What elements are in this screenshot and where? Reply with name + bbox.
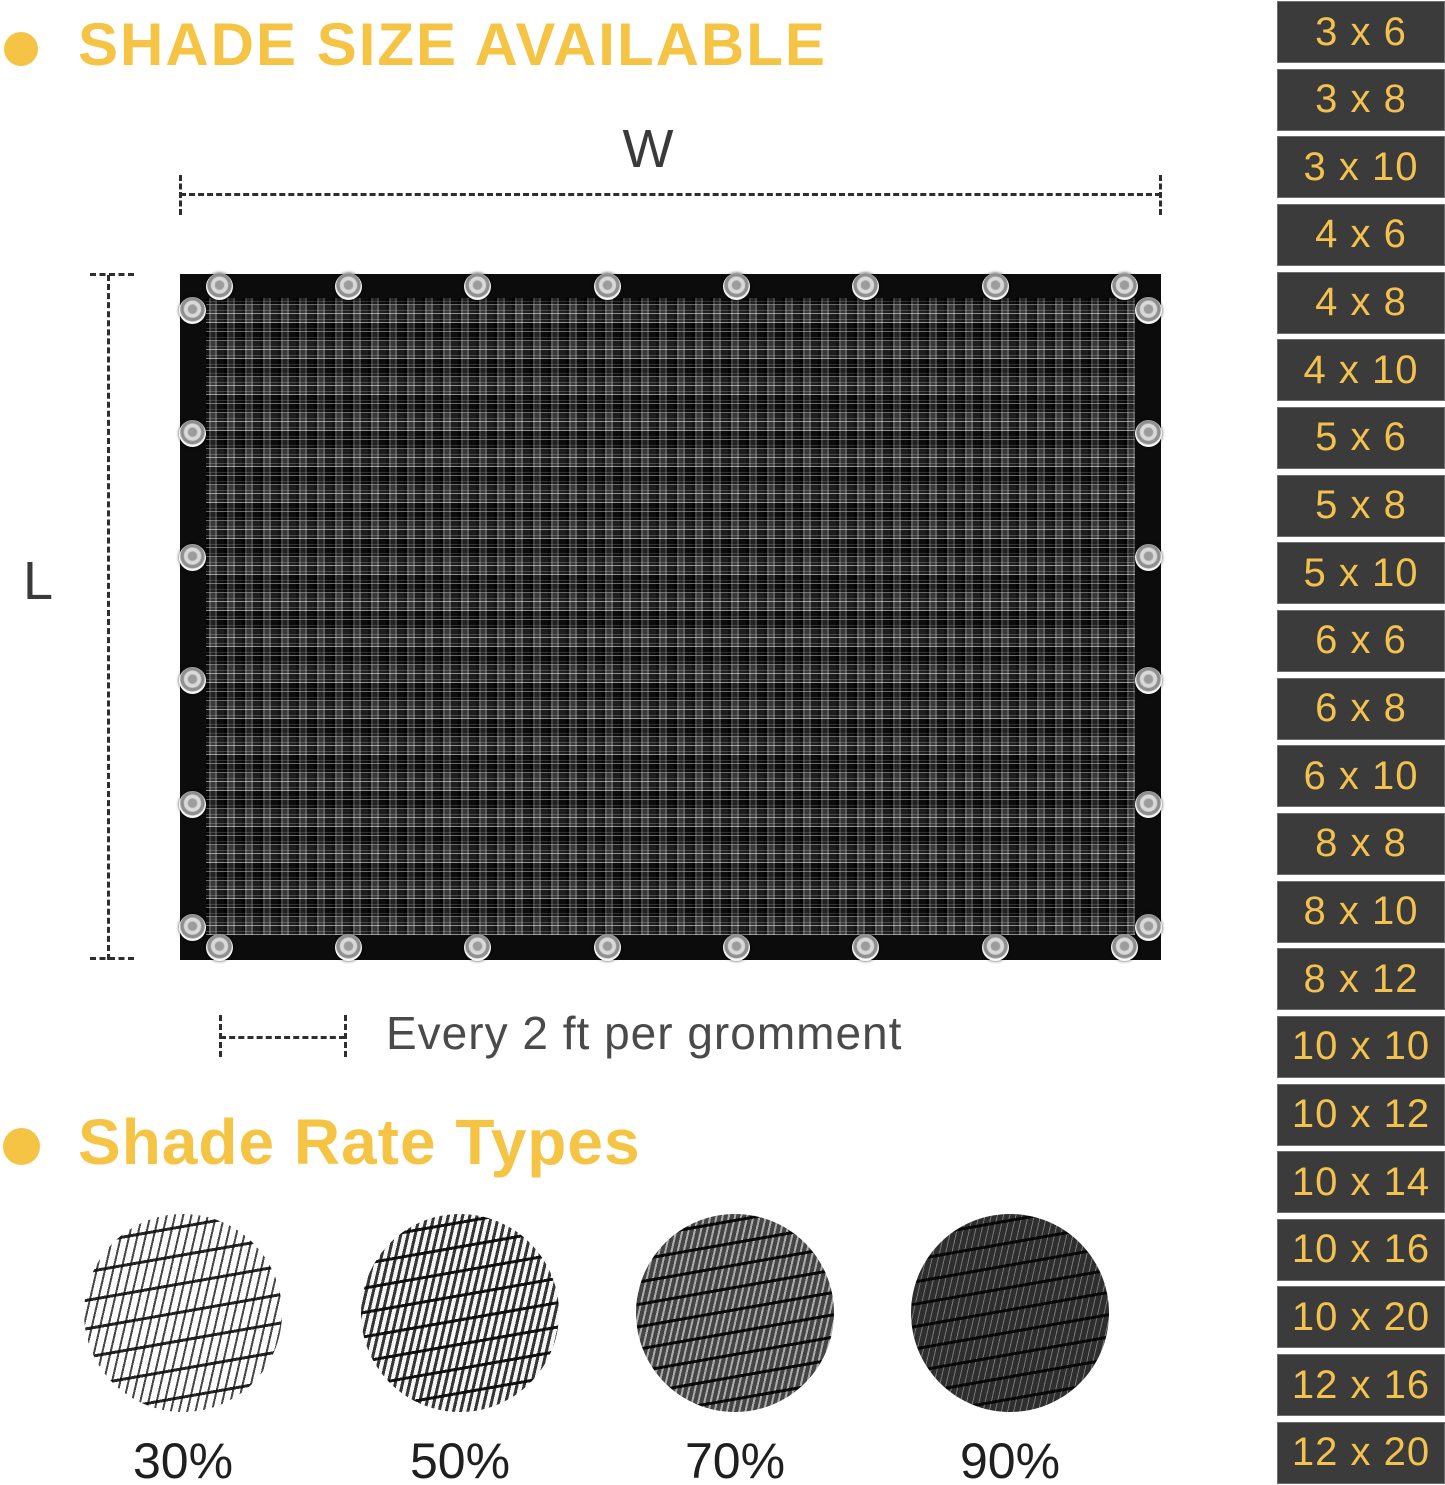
grommet-icon <box>852 273 879 300</box>
grommet-icon <box>1135 544 1162 571</box>
size-option-label: 4 x 6 <box>1315 212 1407 257</box>
size-option-label: 4 x 10 <box>1303 347 1419 392</box>
size-option-label: 10 x 20 <box>1291 1294 1431 1339</box>
size-option-label: 6 x 8 <box>1315 686 1407 731</box>
grommet-icon <box>464 273 491 300</box>
shade-rate-item-50 <box>345 1214 575 1485</box>
grommet-icon <box>1135 667 1162 694</box>
grommet-icon <box>464 934 491 961</box>
grommet-spacing-tick-right <box>344 1015 347 1057</box>
size-option <box>1277 407 1445 469</box>
grommet-icon <box>723 273 750 300</box>
grommet-icon <box>1111 934 1138 961</box>
grommet-icon <box>179 914 206 941</box>
size-option-label: 8 x 12 <box>1303 956 1419 1001</box>
size-option <box>1277 1219 1445 1281</box>
length-dimension-label: L <box>22 551 54 611</box>
grommet-icon <box>335 273 362 300</box>
shade-rate-label: 90% <box>959 1433 1061 1485</box>
size-option <box>1277 745 1445 807</box>
size-option-label: 3 x 10 <box>1303 144 1419 189</box>
shade-rate-label: 50% <box>409 1433 511 1485</box>
length-dimension-line <box>107 275 110 960</box>
length-dimension-tick-bottom <box>90 957 134 960</box>
grommet-icon <box>723 934 750 961</box>
size-option-label: 10 x 14 <box>1291 1159 1431 1204</box>
grommet-icon <box>1135 420 1162 447</box>
size-option <box>1277 1 1445 63</box>
size-section-title: SHADE SIZE AVAILABLE <box>78 11 827 78</box>
grommet-icon <box>206 934 233 961</box>
size-option <box>1277 678 1445 740</box>
grommet-icon <box>179 544 206 571</box>
grommet-icon <box>179 297 206 324</box>
size-option <box>1277 881 1445 943</box>
shade-rate-item-70 <box>620 1214 850 1485</box>
size-option-label: 3 x 6 <box>1315 9 1407 54</box>
size-option-label: 3 x 8 <box>1315 77 1407 122</box>
grommet-icon <box>982 273 1009 300</box>
size-option-label: 10 x 12 <box>1291 1092 1431 1136</box>
mesh-swatch-90-icon <box>911 1214 1109 1412</box>
width-dimension-tick-right <box>1159 175 1162 215</box>
rate-section-title: Shade Rate Types <box>78 1106 641 1178</box>
shade-rate-item-90 <box>895 1214 1125 1485</box>
size-option-label: 4 x 8 <box>1315 280 1407 325</box>
size-option-label: 8 x 8 <box>1315 821 1407 866</box>
mesh-swatch-70-icon <box>636 1214 834 1412</box>
shade-rate-item-30 <box>68 1214 298 1485</box>
grommet-icon <box>852 934 879 961</box>
grommet-icon <box>335 934 362 961</box>
size-option-label: 5 x 8 <box>1315 483 1407 528</box>
size-option <box>1277 1016 1445 1078</box>
shade-rate-label: 30% <box>132 1433 234 1485</box>
size-option-label: 5 x 10 <box>1303 550 1419 595</box>
size-option <box>1277 69 1445 131</box>
width-dimension-line <box>180 193 1161 196</box>
size-option <box>1277 948 1445 1010</box>
size-option-label: 6 x 10 <box>1303 753 1419 798</box>
size-option-label: 8 x 10 <box>1303 889 1419 934</box>
size-section-header <box>4 12 827 78</box>
size-option <box>1277 475 1445 537</box>
grommet-icon <box>1135 914 1162 941</box>
size-option <box>1277 1422 1445 1484</box>
size-option <box>1277 272 1445 334</box>
shade-net-mesh-texture <box>206 298 1135 935</box>
size-option-label: 6 x 6 <box>1315 618 1407 663</box>
grommet-icon <box>982 934 1009 961</box>
mesh-swatch-50-icon <box>361 1214 559 1412</box>
size-option-label: 12 x 20 <box>1291 1430 1431 1475</box>
grommet-icon <box>1135 297 1162 324</box>
bullet-icon <box>4 32 38 66</box>
size-list <box>1277 1 1445 1484</box>
grommet-spacing-tick-left <box>219 1015 222 1057</box>
size-option <box>1277 1084 1445 1146</box>
grommet-spacing-bracket <box>220 1036 345 1039</box>
size-option <box>1277 1151 1445 1213</box>
size-option <box>1277 136 1445 198</box>
size-option <box>1277 813 1445 875</box>
shade-rate-label: 70% <box>684 1433 786 1485</box>
grommet-icon <box>179 420 206 447</box>
size-option <box>1277 610 1445 672</box>
grommet-icon <box>1135 791 1162 818</box>
size-option-label: 10 x 16 <box>1291 1227 1431 1272</box>
length-dimension-tick-top <box>90 273 134 276</box>
shade-net-illustration <box>180 274 1161 960</box>
grommet-icon <box>179 791 206 818</box>
grommet-icon <box>179 667 206 694</box>
rate-section-header <box>3 1106 641 1178</box>
size-option <box>1277 339 1445 401</box>
size-option-label: 12 x 16 <box>1291 1362 1431 1407</box>
size-option <box>1277 204 1445 266</box>
width-dimension-tick-left <box>179 175 182 215</box>
size-option-label: 10 x 10 <box>1291 1024 1431 1069</box>
size-option <box>1277 542 1445 604</box>
size-option <box>1277 1286 1445 1348</box>
grommet-icon <box>206 273 233 300</box>
size-option <box>1277 1354 1445 1416</box>
grommet-icon <box>594 273 621 300</box>
mesh-swatch-30-icon <box>84 1214 282 1412</box>
width-dimension-label: W <box>622 119 674 179</box>
grommet-icon <box>594 934 621 961</box>
grommet-icon <box>1111 273 1138 300</box>
grommet-spacing-note: Every 2 ft per gromment <box>386 1007 903 1059</box>
bullet-icon <box>3 1128 40 1165</box>
size-option-label: 5 x 6 <box>1315 415 1407 460</box>
